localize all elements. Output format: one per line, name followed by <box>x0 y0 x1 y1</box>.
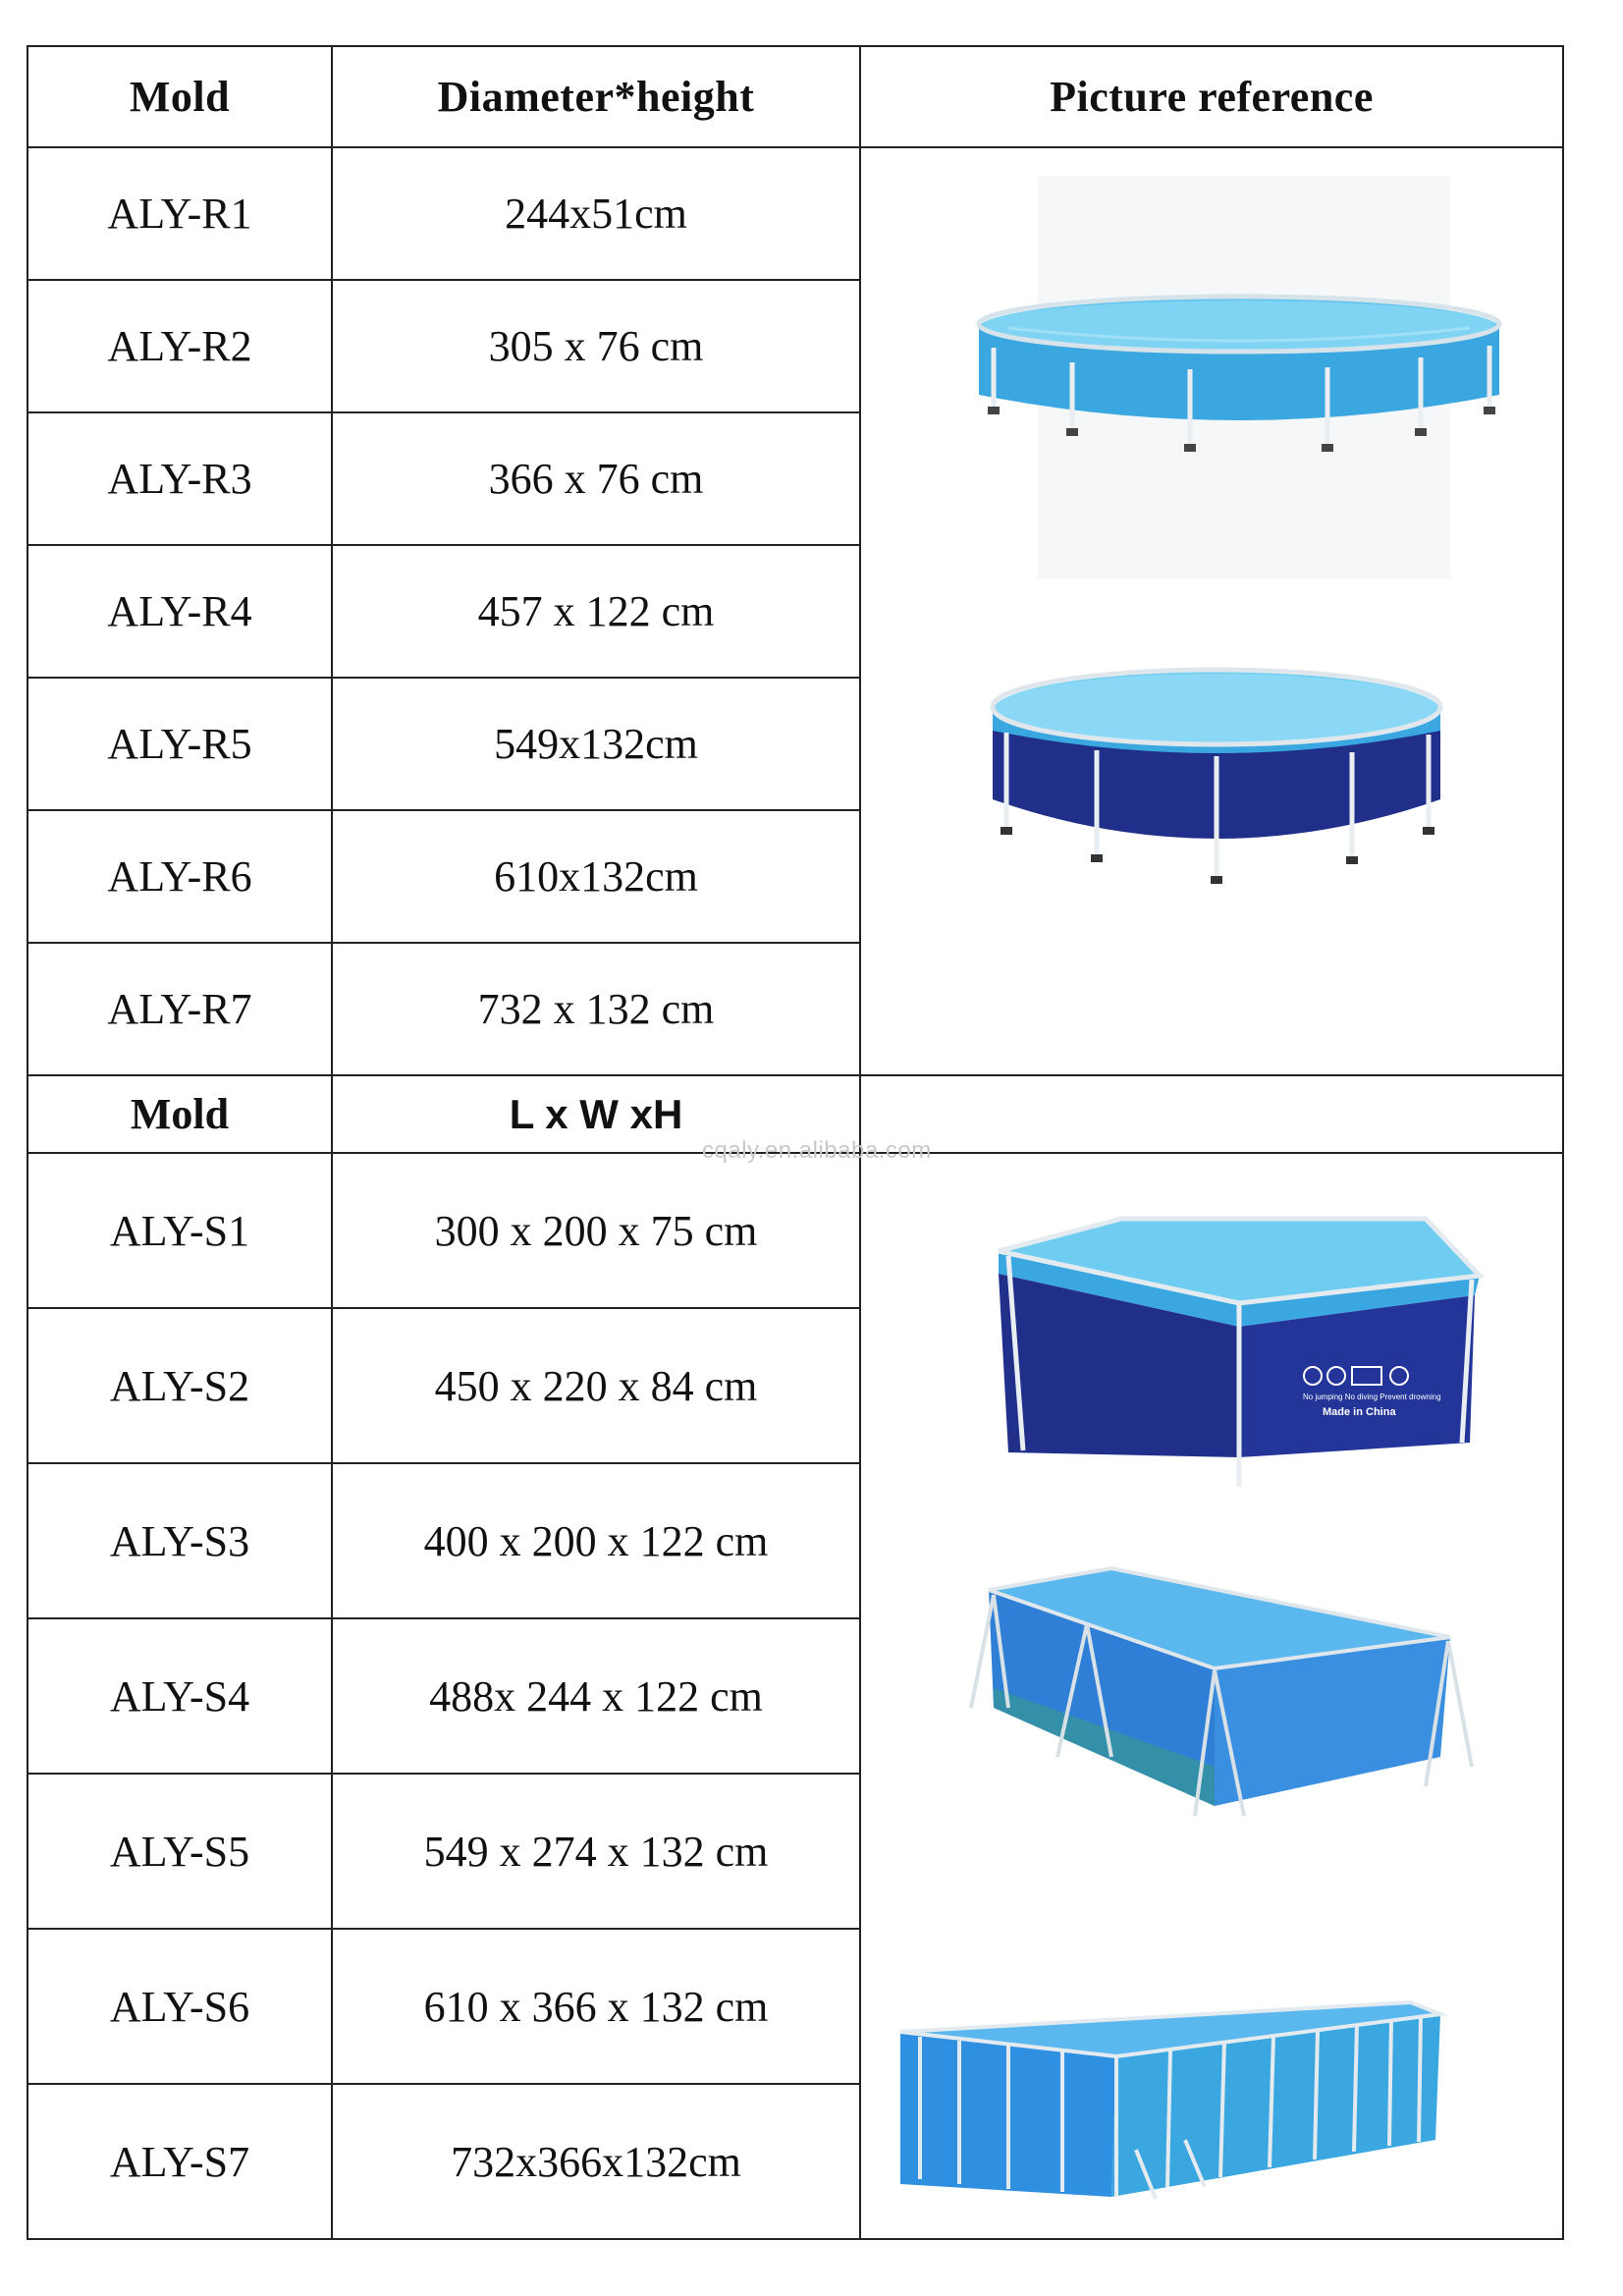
mold-cell: ALY-R2 <box>27 280 332 412</box>
size-cell: 300 x 200 x 75 cm <box>332 1153 860 1308</box>
table-row <box>27 147 1563 280</box>
mold-cell: ALY-S2 <box>27 1308 332 1463</box>
header-mold: Mold <box>27 46 332 147</box>
mold-cell: ALY-R5 <box>27 678 332 810</box>
size-cell: 549x132cm <box>332 678 860 810</box>
rect-pool-blue-legs-photo <box>971 1568 1472 1816</box>
header-diameter-height: Diameter*height <box>332 46 860 147</box>
size-cell: 488x 244 x 122 cm <box>332 1618 860 1774</box>
size-cell: 732 x 132 cm <box>332 943 860 1075</box>
mold-cell: ALY-S1 <box>27 1153 332 1308</box>
rect-pool-images <box>861 1158 1560 2234</box>
size-cell: 732x366x132cm <box>332 2084 860 2239</box>
size-cell: 305 x 76 cm <box>332 280 860 412</box>
round-pool-picture-cell <box>860 147 1563 1075</box>
size-cell: 450 x 220 x 84 cm <box>332 1308 860 1463</box>
mold-cell: ALY-R4 <box>27 545 332 678</box>
mold-cell: ALY-S4 <box>27 1618 332 1774</box>
mold-cell: ALY-R1 <box>27 147 332 280</box>
rect-pool-dark-blue-photo <box>999 1219 1480 1487</box>
size-cell: 610x132cm <box>332 810 860 943</box>
mold-cell: ALY-S3 <box>27 1463 332 1618</box>
watermark: cqaly.en.alibaba.com <box>702 1137 932 1164</box>
round-pool-dark-blue-photo <box>993 670 1440 884</box>
mold-cell: ALY-R7 <box>27 943 332 1075</box>
pool-label-line1: No jumping No diving Prevent drowning <box>1303 1393 1441 1401</box>
header-picture-reference: Picture reference <box>860 46 1563 147</box>
round-pool-light-blue-photo <box>979 176 1499 578</box>
mold-cell: ALY-S6 <box>27 1929 332 2084</box>
size-cell: 610 x 366 x 132 cm <box>332 1929 860 2084</box>
header2-lwh: L x W xH <box>332 1075 860 1153</box>
mold-cell: ALY-S7 <box>27 2084 332 2239</box>
mold-cell: ALY-R6 <box>27 810 332 943</box>
header2-empty <box>860 1075 1563 1153</box>
size-cell: 366 x 76 cm <box>332 412 860 545</box>
size-cell: 400 x 200 x 122 cm <box>332 1463 860 1618</box>
header-row <box>27 46 1563 147</box>
size-cell: 549 x 274 x 132 cm <box>332 1774 860 1929</box>
mold-cell: ALY-S5 <box>27 1774 332 1929</box>
mold-cell: ALY-R3 <box>27 412 332 545</box>
header2-mold: Mold <box>27 1075 332 1153</box>
pool-label-line2: Made in China <box>1323 1406 1396 1418</box>
large-rect-pool-photo <box>900 2002 1440 2199</box>
rect-pool-picture-cell <box>860 1153 1563 2239</box>
table-row <box>27 1153 1563 1308</box>
round-pool-images <box>861 151 1560 1071</box>
size-cell: 244x51cm <box>332 147 860 280</box>
size-cell: 457 x 122 cm <box>332 545 860 678</box>
